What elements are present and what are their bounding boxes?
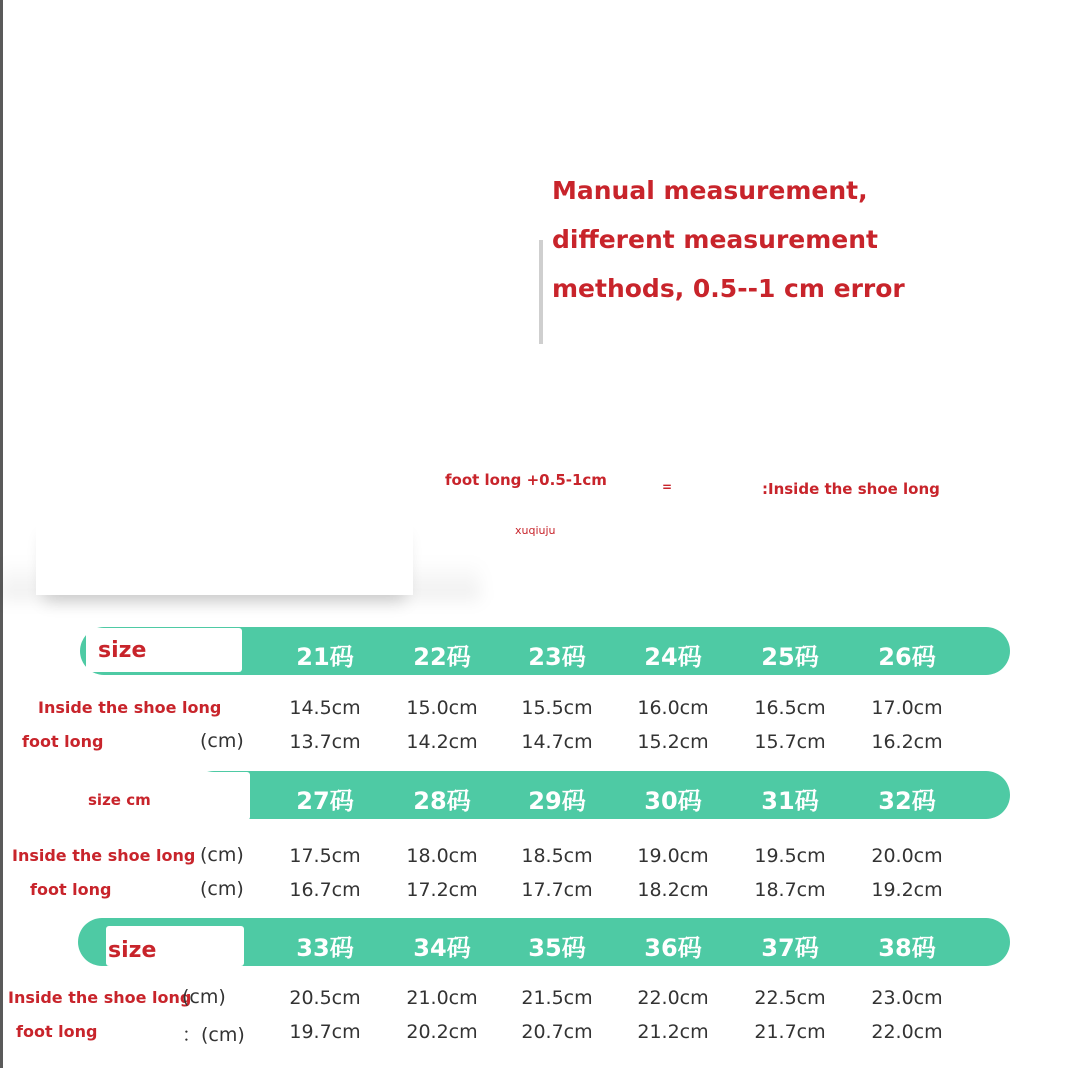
size-cell: 26码 (878, 643, 936, 671)
size-cell: 36码 (644, 934, 702, 962)
table-cell: 19.0cm (637, 845, 709, 867)
size-cell: 30码 (644, 787, 702, 815)
unit-label: ：(cm) (182, 1024, 245, 1046)
formula-equals: = (662, 480, 673, 494)
table-cell: 20.7cm (521, 1021, 593, 1043)
foot-long-label: foot long (16, 1022, 98, 1041)
inside-shoe-label: Inside the shoe long (12, 846, 196, 865)
unit-label: (cm) (200, 878, 244, 900)
size-label: size (98, 638, 147, 663)
table-cell: 22.5cm (754, 987, 826, 1009)
unit-label: (cm) (200, 730, 244, 752)
size-cell: 35码 (528, 934, 586, 962)
size-cell: 27码 (296, 787, 354, 815)
brand-watermark: xuqiuju (515, 524, 556, 537)
table-cell: 23.0cm (871, 987, 943, 1009)
table-cell: 16.0cm (637, 697, 709, 719)
size-cell: 34码 (413, 934, 471, 962)
table-cell: 14.5cm (289, 697, 361, 719)
unit-label: (cm) (182, 986, 226, 1008)
size-label: size cm (88, 791, 151, 809)
table-cell: 19.5cm (754, 845, 826, 867)
table-cell: 21.5cm (521, 987, 593, 1009)
table-cell: 17.5cm (289, 845, 361, 867)
table-cell: 18.0cm (406, 845, 478, 867)
measurement-note (552, 166, 972, 313)
size-cell: 33码 (296, 934, 354, 962)
size-label-box (186, 772, 250, 820)
table-cell: 19.2cm (871, 879, 943, 901)
size-cell: 28码 (413, 787, 471, 815)
table-cell: 17.2cm (406, 879, 478, 901)
size-cell: 24码 (644, 643, 702, 671)
formula-inside-shoe: :Inside the shoe long (762, 480, 940, 498)
table-cell: 22.0cm (637, 987, 709, 1009)
table-cell: 21.7cm (754, 1021, 826, 1043)
inside-shoe-label: Inside the shoe long (38, 698, 222, 717)
table-cell: 22.0cm (871, 1021, 943, 1043)
table-cell: 20.0cm (871, 845, 943, 867)
table-cell: 18.2cm (637, 879, 709, 901)
table-cell: 14.2cm (406, 731, 478, 753)
table-cell: 21.2cm (637, 1021, 709, 1043)
table-cell: 18.5cm (521, 845, 593, 867)
table-cell: 16.7cm (289, 879, 361, 901)
table-cell: 15.2cm (637, 731, 709, 753)
blank-panel (36, 515, 413, 595)
table-cell: 15.0cm (406, 697, 478, 719)
formula-foot-long: foot long +0.5-1cm (445, 471, 607, 489)
table-cell: 15.7cm (754, 731, 826, 753)
table-cell: 20.2cm (406, 1021, 478, 1043)
table-cell: 18.7cm (754, 879, 826, 901)
table-cell: 20.5cm (289, 987, 361, 1009)
table-cell: 17.7cm (521, 879, 593, 901)
size-cell: 23码 (528, 643, 586, 671)
table-cell: 17.0cm (871, 697, 943, 719)
table-cell: 16.5cm (754, 697, 826, 719)
table-cell: 15.5cm (521, 697, 593, 719)
size-label: size (108, 938, 157, 963)
foot-long-label: foot long (22, 732, 104, 751)
table-cell: 13.7cm (289, 731, 361, 753)
inside-shoe-label: Inside the shoe long (8, 988, 192, 1007)
table-cell: 21.0cm (406, 987, 478, 1009)
size-cell: 22码 (413, 643, 471, 671)
note-line-1: Manual measurement, (552, 176, 868, 205)
size-cell: 29码 (528, 787, 586, 815)
size-cell: 31码 (761, 787, 819, 815)
table-cell: 16.2cm (871, 731, 943, 753)
note-line-3: methods, 0.5--1 cm error (552, 274, 905, 303)
unit-label: (cm) (200, 844, 244, 866)
size-cell: 25码 (761, 643, 819, 671)
size-cell: 38码 (878, 934, 936, 962)
size-cell: 37码 (761, 934, 819, 962)
note-divider (539, 240, 543, 344)
table-cell: 19.7cm (289, 1021, 361, 1043)
size-cell: 21码 (296, 643, 354, 671)
note-line-2: different measurement (552, 225, 879, 254)
size-cell: 32码 (878, 787, 936, 815)
foot-long-label: foot long (30, 880, 112, 899)
table-cell: 14.7cm (521, 731, 593, 753)
left-edge-line (0, 0, 3, 1068)
